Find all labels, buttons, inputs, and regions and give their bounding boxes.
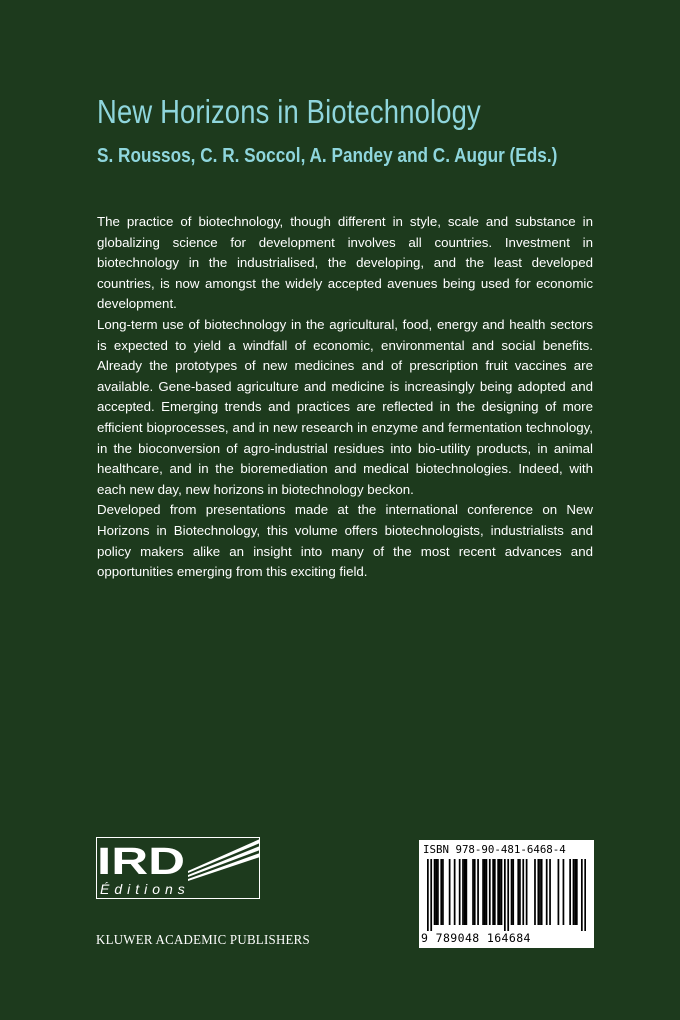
barcode-bar: [581, 859, 583, 931]
barcode-bar: [522, 859, 524, 925]
barcode-bar: [484, 859, 486, 925]
barcode-bar: [519, 859, 521, 925]
barcode-bars: [427, 859, 586, 931]
book-title: New Horizons in Biotechnology: [97, 93, 481, 130]
description-paragraph: Long-term use of biotechnology in the agricultural, food, energy and health sectors is expected to yield a windfall of economic, environmental and social benefits. Already the prototypes of new medicines and of prescription fruit vaccines are available. Gene-based agriculture and medicine is increasingly being adopted and accepted. Emerging trends and practices are reflected in the designing of more efficient bioprocesses, and in new research in enzyme and fermentation technology, in the bioconversion of agro-industrial residues into bio-utility products, in animal healthcare, and in the bioremediation and medical biotechnologies. Indeed, with each new day, new horizons in biotechnology beckon.: [97, 316, 593, 497]
barcode-bar: [440, 859, 442, 925]
barcode-bar: [576, 859, 578, 925]
barcode-bar: [486, 859, 488, 925]
barcode-bar: [462, 859, 464, 925]
barcode-bar: [573, 859, 575, 925]
barcode-bar: [501, 859, 503, 925]
logo-editions-text: Éditions: [100, 881, 190, 897]
barcode-bar: [537, 859, 539, 925]
barcode-bar: [435, 859, 437, 925]
barcode-bar: [504, 859, 506, 931]
barcode-bar: [465, 859, 467, 925]
barcode-bar: [482, 859, 484, 925]
barcode-bar: [489, 859, 491, 925]
book-editors: S. Roussos, C. R. Soccol, A. Pandey and C. Augur (Eds.): [97, 145, 558, 167]
barcode-bar: [437, 859, 439, 925]
barcode-bar: [454, 859, 456, 925]
description-paragraph: The practice of biotechnology, though different in style, scale and substance in globalizing science for development involves all countries. Investment in biotechnology in the industrialised, the developing, and the least developed countries, is now amongst the widely accepted avenues being used for economic development.: [97, 214, 593, 312]
barcode-bar: [563, 859, 565, 925]
logo-ird-text: IRD: [97, 841, 185, 883]
barcode-bar: [442, 859, 444, 925]
barcode-bar: [477, 859, 479, 925]
barcode-bar: [584, 859, 586, 931]
barcode-bar: [512, 859, 514, 925]
barcode-bar: [459, 859, 461, 925]
barcode-bar: [546, 859, 548, 925]
book-description: [97, 212, 593, 583]
barcode-bar: [499, 859, 501, 925]
barcode-bar: [511, 859, 513, 925]
publisher-name: KLUWER ACADEMIC PUBLISHERS: [96, 933, 310, 948]
barcode-bar: [492, 859, 494, 925]
barcode-bar: [517, 859, 519, 925]
description-paragraph: Developed from presentations made at the international conference on New Horizons in Biotechnology, this volume offers biotechnologists, industrialists and policy makers alike an insight into many of the most recent advances and opportunities emerging from this exciting field.: [97, 502, 593, 580]
logo-swoosh-lines: [188, 839, 260, 881]
barcode-bar: [558, 859, 560, 925]
barcode-bar: [464, 859, 466, 925]
barcode-bar: [472, 859, 474, 925]
barcode-bar: [434, 859, 436, 925]
barcode-bar: [474, 859, 476, 925]
isbn-label: ISBN 978-90-481-6468-4: [423, 843, 566, 856]
barcode-bar: [569, 859, 571, 925]
barcode-bar: [507, 859, 509, 931]
barcode-bar: [539, 859, 541, 925]
barcode-bar: [430, 859, 432, 931]
barcode-bar: [449, 859, 451, 925]
barcode-bar: [427, 859, 429, 931]
barcode-bar: [497, 859, 499, 925]
barcode-digits: 9 789048 164684: [421, 931, 531, 945]
barcode-bar: [574, 859, 576, 925]
barcode-bar: [549, 859, 551, 925]
barcode-bar: [526, 859, 528, 925]
isbn-barcode: [419, 840, 594, 948]
barcode-bar: [494, 859, 496, 925]
barcode-bar: [541, 859, 543, 925]
barcode-bar: [534, 859, 536, 925]
ird-editions-logo: [96, 837, 260, 899]
